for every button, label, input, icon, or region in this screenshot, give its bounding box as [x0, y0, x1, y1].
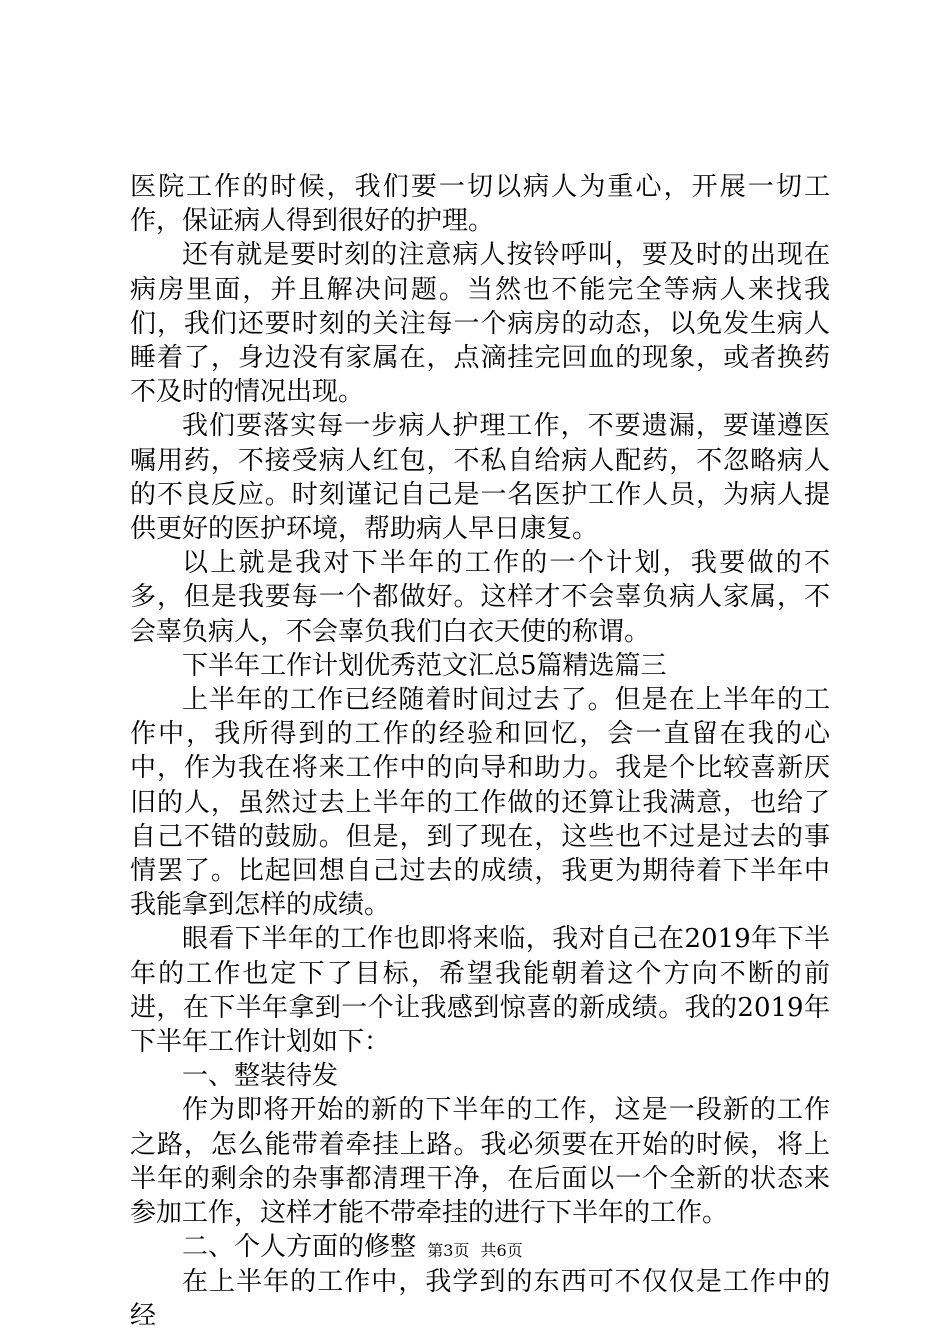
paragraph-5: 上半年的工作已经随着时间过去了。但是在上半年的工作中，我所得到的工作的经验和回忆，会一直留在我的心中，作为我在将来工作中的向导和助力。我是个比较喜新厌旧的人，虽然过去上半年的工作做的还算让我满意，也给了自己不错的鼓励。但是，到了现在，这些也不过是过去的事情罢了。比起回想自己过去的成绩，我更为期待着下半年中我能拿到怎样的成绩。	[130, 685, 830, 921]
paragraph-8: 在上半年的工作中，我学到的东西可不仅仅是工作中的经	[130, 1266, 830, 1331]
document-body	[130, 170, 830, 1333]
paragraph-3: 我们要落实每一步病人护理工作，不要遗漏，要谨遵医嘱用药，不接受病人红包，不私自给病人配药，不忽略病人的不良反应。时刻谨记自己是一名医护工作人员，为病人提供更好的医护环境，帮助病人早日康复。	[130, 411, 830, 545]
paragraph-2: 还有就是要时刻的注意病人按铃呼叫，要及时的出现在病房里面，并且解决问题。当然也不能完全等病人来找我们，我们还要时刻的关注每一个病房的动态，以免发生病人睡着了，身边没有家属在，点滴挂完回血的现象，或者换药不及时的情况出现。	[130, 240, 830, 408]
page-number: 第3页	[427, 1241, 470, 1260]
page-footer	[0, 1240, 950, 1262]
section-heading: 下半年工作计划优秀范文汇总5篇精选篇三	[182, 650, 667, 681]
page-total: 共6页	[480, 1241, 523, 1260]
paragraph-1: 医院工作的时候，我们要一切以病人为重心，开展一切工作，保证病人得到很好的护理。	[130, 172, 830, 237]
paragraph-7: 作为即将开始的新的下半年的工作，这是一段新的工作之路，怎么能带着牵挂上路。我必须要在开始的时候，将上半年的剩余的杂事都清理干净，在后面以一个全新的状态来参加工作，这样才能不带牵挂的进行下半年的工作。	[130, 1095, 830, 1229]
paragraph-4: 以上就是我对下半年的工作的一个计划，我要做的不多，但是我要每一个都做好。这样才不会辜负病人家属，不会辜负病人，不会辜负我们白衣天使的称谓。	[130, 548, 830, 647]
paragraph-6: 眼看下半年的工作也即将来临，我对自己在2019年下半年的工作也定下了目标，希望我能朝着这个方向不断的前进，在下半年拿到一个让我感到惊喜的新成绩。我的2019年下半年工作计划如下：	[130, 924, 830, 1058]
subheading-2: 二、个人方面的修整	[182, 1232, 417, 1263]
subheading-1: 一、整装待发	[182, 1061, 339, 1092]
